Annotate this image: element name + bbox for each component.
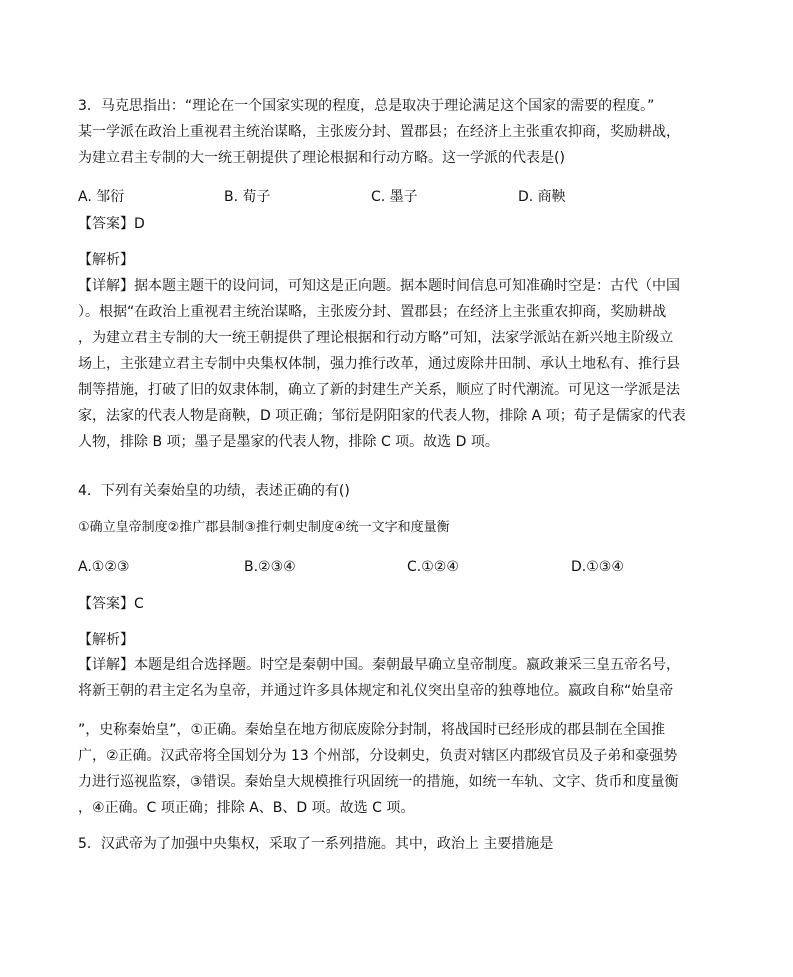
q3-option-d: D. 商鞅 <box>518 189 566 205</box>
q3-analysis-line-5: 制等措施，打破了旧的奴隶体制，确立了新的封建生产关系，顺应了时代潮流。可见这一学派是法 <box>78 382 680 398</box>
q4-stem: 4．下列有关秦始皇的功绩，表述正确的有() <box>78 483 350 499</box>
q3-answer: 【答案】D <box>78 216 145 232</box>
q3-option-b: B. 荀子 <box>224 189 271 205</box>
q3-analysis-line-3: ，为建立君主专制的大一统王朝提供了理论根据和行动方略”可知，法家学派站在新兴地主阶级立 <box>78 330 674 346</box>
q3-analysis-line-1: 【详解】据本题主题干的设问词，可知这是正向题。据本题时间信息可知准确时空是：古代（中国 <box>78 278 680 294</box>
q3-analysis-line-2: ）。根据“在政治上重视君主统治谋略，主张废分封、置郡县；在经济上主张重农抑商，奖励耕战 <box>78 304 667 320</box>
q3-stem-line-1: 3．马克思指出：“理论在一个国家实现的程度，总是取决于理论满足这个国家的需要的程度。” <box>78 98 655 114</box>
q4-analysis-line-6: ，④正确。C 项正确；排除 A、B、D 项。故选 C 项。 <box>78 800 415 816</box>
q3-option-c: C. 墨子 <box>371 189 418 205</box>
q4-analysis-title: 【解析】 <box>78 632 134 648</box>
q4-analysis-line-4: 广，②正确。汉武帝将全国划分为 13 个州部，分设刺史，负责对辖区内郡级官员及子弟和豪强势 <box>78 748 678 764</box>
q3-analysis-line-4: 场上，主张建立君主专制中央集权体制，强力推行改革，通过废除井田制、承认土地私有、推行县 <box>78 356 680 372</box>
q3-analysis-title: 【解析】 <box>78 252 134 268</box>
q4-analysis-line-1: 【详解】本题是组合选择题。时空是秦朝中国。秦朝最早确立皇帝制度。嬴政兼采三皇五帝名号， <box>78 657 680 673</box>
q4-option-a: A.①②③ <box>78 559 130 575</box>
q3-stem-line-2: 某一学派在政治上重视君主统治谋略，主张废分封、置郡县；在经济上主张重农抑商，奖励耕战， <box>78 124 680 140</box>
q4-items: ①确立皇帝制度②推广郡县制③推行刺史制度④统一文字和度量衡 <box>78 520 450 535</box>
q4-analysis-line-3: ”，史称秦始皇”，①正确。秦始皇在地方彻底废除分封制，将战国时已经形成的郡县制在全国推 <box>78 722 666 738</box>
q4-answer: 【答案】C <box>78 596 144 612</box>
q4-analysis-line-2: 将新王朝的君主定名为皇帝，并通过许多具体规定和礼仪突出皇帝的独尊地位。嬴政自称“始皇帝 <box>78 683 674 699</box>
q3-stem-line-3: 为建立君主专制的大一统王朝提供了理论根据和行动方略。这一学派的代表是() <box>78 150 565 166</box>
q4-option-c: C.①②④ <box>407 559 459 575</box>
q4-analysis-line-5: 力进行巡视监察，③错误。秦始皇大规模推行巩固统一的措施，如统一车轨、文字、货币和度量衡 <box>78 774 679 790</box>
q5-stem: 5．汉武帝为了加强中央集权，采取了一系列措施。其中，政治上 主要措施是 <box>78 836 554 852</box>
q3-analysis-line-7: 人物，排除 B 项；墨子是墨家的代表人物，排除 C 项。故选 D 项。 <box>78 434 499 450</box>
q3-option-a: A. 邹衍 <box>78 189 125 205</box>
q3-analysis-line-6: 家，法家的代表人物是商鞅，D 项正确；邹衍是阴阳家的代表人物，排除 A 项；荀子是儒家的代表 <box>78 408 686 424</box>
q4-option-b: B.②③④ <box>244 559 296 575</box>
q4-option-d: D.①③④ <box>571 559 624 575</box>
